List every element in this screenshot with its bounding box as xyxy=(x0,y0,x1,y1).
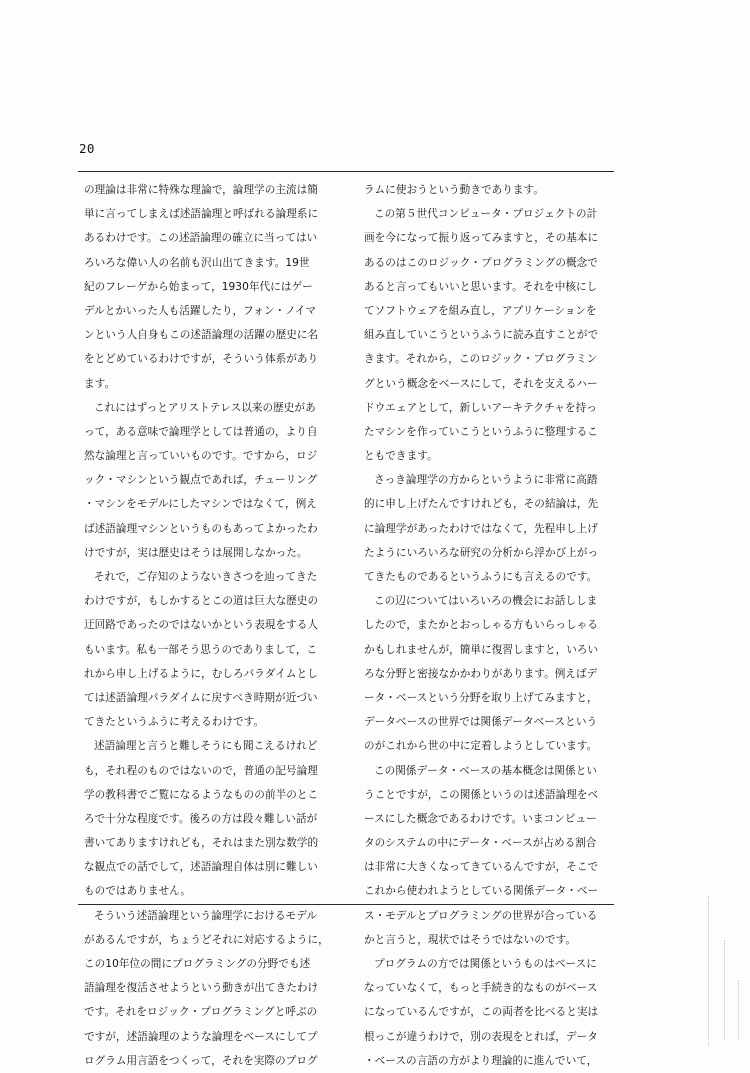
body-text-line: かと言うと，現状ではそうではないのです。 xyxy=(364,933,577,946)
body-text-line: ドウエェアとして，新しいアーキテクチャを持っ xyxy=(364,401,597,414)
body-text-line: 然な論理と言っていいものです。ですから，ロジ xyxy=(84,450,318,463)
body-text-line: になっているんですが，この両者を比べると実は xyxy=(364,1006,599,1019)
body-text-line: ろいろな偉い人の名前も沢山出てきます。19世 xyxy=(84,256,310,269)
body-text-line: があるんですが，ちょうどそれに対応するように， xyxy=(84,933,329,946)
body-text-line: ては述語論理パラダイムに戻すべき時期が近づい xyxy=(84,691,318,704)
body-text-line: 述語論理と言うと難しそうにも聞こえるけれど xyxy=(94,740,318,753)
scan-margin-mark xyxy=(738,980,739,1040)
body-text-line: ・マシンをモデルにしたマシンではなくて，例え xyxy=(84,498,317,511)
body-text-line: もいます。私も一部そう思うのでありまして，こ xyxy=(84,643,318,656)
body-text-line: てきたものであるというふうにも言えるのです。 xyxy=(364,571,598,583)
body-text-line: って，ある意味で論理学としては普通の，より自 xyxy=(84,425,318,438)
body-text-line: てソフトウェアを組み直し，アプリケーションを xyxy=(364,304,597,317)
body-text-line: をとどめているわけですが，そういう体系があり xyxy=(84,353,319,366)
body-text-line: ラムに使おうという動きであります。 xyxy=(364,184,544,196)
body-text-line: 根っこが違うわけで，別の表現をとれば，データ xyxy=(364,1030,598,1043)
body-text-line: ンという人自身もこの述語論理の活躍の歴史に名 xyxy=(84,329,319,342)
header-rule xyxy=(78,171,614,172)
body-text-line: ス・モデルとプログラミングの世界が合っている xyxy=(364,909,598,922)
scan-margin-mark xyxy=(708,896,709,1046)
body-text-line: デルとかいった人も活躍したり，フォン・ノイマ xyxy=(84,304,317,317)
body-text-line: この第５世代コンピュータ・プロジェクトの計 xyxy=(374,208,598,221)
body-text-line: ろな分野と密接なかかわりがあります。例えばデ xyxy=(364,667,598,680)
left-text-column xyxy=(84,178,347,1073)
body-text-line: れから申し上げるように，むしろパラダイムとし xyxy=(84,667,318,680)
body-text-line: これにはずっとアリストテレス以来の歴史があ xyxy=(94,401,316,414)
body-text-line: かもしれませんが，簡単に復習しますと，いろい xyxy=(364,643,599,656)
body-text-line: 的に申し上げたんですけれども，その結論は，先 xyxy=(364,498,599,511)
body-text-line: ック・マシンという観点であれば，チューリング xyxy=(84,474,318,487)
body-text-line: あるのはこのロジック・プログラミングの概念で xyxy=(364,256,598,269)
body-text-line: ータ・ベースという分野を取り上げてみますと， xyxy=(364,691,598,704)
body-text-line: この辺についてはいろいろの機会にお話ししま xyxy=(374,595,598,608)
body-text-line: ば述語論理マシンというものもあってよかったわ xyxy=(84,522,318,535)
body-text-line: 迂回路であったのではないかという表現をする人 xyxy=(84,619,319,632)
body-text-line: あると言ってもいいと思います。それを中核にし xyxy=(364,280,598,293)
body-text-line: ・ベースの言語の方がより理論的に進んでいて， xyxy=(364,1054,598,1067)
body-text-line: これから使われようとしている関係データ・ベー xyxy=(364,885,599,898)
body-text-line: 書いてありますけれども，それはまた別な数学的 xyxy=(84,837,319,850)
body-text-line: の理論は非常に特殊な理論で，論理学の主流は簡 xyxy=(84,184,318,196)
body-text-line: わけですが，もしかするとこの道は巨大な歴史の xyxy=(84,595,319,608)
body-text-line: 語論理を復活させようという動きが出てきたわけ xyxy=(84,982,319,995)
body-text-line: そういう述語論理という論理学におけるモデル xyxy=(94,909,317,922)
body-text-line: きます。それから，このロジック・プログラミン xyxy=(364,353,598,366)
right-text-column xyxy=(364,178,627,1073)
body-text-line: けですが，実は歴史はそうは展開しなかった。 xyxy=(84,546,308,559)
body-text-line: たようにいろいろな研究の分析から浮かび上がっ xyxy=(364,546,599,559)
body-text-line: のがこれから世の中に定着しようとしています。 xyxy=(364,740,598,753)
body-text-line: な観点での話でして，述語論理自体は別に難しい xyxy=(84,861,318,874)
body-text-line: も，それ程のものではないので，普通の記号論理 xyxy=(84,764,318,777)
body-text-line: たマシンを作っていこうというふうに整理するこ xyxy=(364,425,598,438)
body-text-line: さっき論理学の方からというように非常に高踏 xyxy=(374,474,598,487)
body-text-line: それで，ご存知のようないきさつを辿ってきた xyxy=(94,571,318,583)
body-text-line: は非常に大きくなってきているんですが，そこで xyxy=(364,861,599,874)
body-text-line: この関係データ・ベースの基本概念は関係とい xyxy=(374,764,597,777)
body-text-line: 単に言ってしまえば述語論理と呼ばれる論理系に xyxy=(84,208,319,221)
body-text-line: てきたというふうに考えるわけです。 xyxy=(84,716,265,729)
body-text-line: に論理学があったわけではなくて，先程申し上げ xyxy=(364,522,598,535)
body-text-line: ろで十分な程度です。後ろの方は段々難しい話が xyxy=(84,812,318,825)
body-text-line: です。それをロジック・プログラミングと呼ぶの xyxy=(84,1006,318,1019)
body-text-line: 紀のフレーゲから始まって，1930年代にはゲー xyxy=(84,280,313,293)
page-number: 20 xyxy=(79,141,95,156)
body-text-line: 学の教科書でご覧になるようなものの前半のとこ xyxy=(84,788,319,801)
body-text-line: グという概念をベースにして，それを支えるハー xyxy=(364,377,598,390)
body-text-line: あるわけです。この述語論理の確立に当ってはい xyxy=(84,232,318,245)
body-text-line: したので，またかとおっしゃる方もいらっしゃる xyxy=(364,619,598,632)
body-text-line: ですが，述語論理のような論理をベースにしてプ xyxy=(84,1030,318,1043)
body-text-line: ます。 xyxy=(84,377,116,390)
body-text-line: ものではありません。 xyxy=(84,885,192,898)
body-text-line: データベースの世界では関係データベースという xyxy=(364,716,598,729)
body-text-line: 画を今になって振り返ってみますと，その基本に xyxy=(364,232,599,245)
body-text-line: 組み直していこうというふうに読み直すことがで xyxy=(364,329,599,342)
body-text-line: この10年位の間にプログラミングの分野でも述 xyxy=(84,958,311,970)
body-text-line: タのシステムの中にデータ・ベースが占める割合 xyxy=(364,837,597,850)
body-text-line: ログラム用言語をつくって，それを実際のプログ xyxy=(84,1054,318,1067)
footer-rule xyxy=(78,904,614,905)
scan-margin-mark xyxy=(724,940,725,1040)
body-text-line: うことですが，この関係というのは述語論理をベ xyxy=(364,788,599,801)
body-text-line: ースにした概念であるわけです。いまコンピュー xyxy=(364,812,597,825)
body-text-line: ともできます。 xyxy=(364,450,438,463)
body-text-line: プログラムの方では関係というものはベースに xyxy=(374,958,597,970)
body-text-line: なっていなくて，もっと手続き的なものがベース xyxy=(364,982,598,995)
